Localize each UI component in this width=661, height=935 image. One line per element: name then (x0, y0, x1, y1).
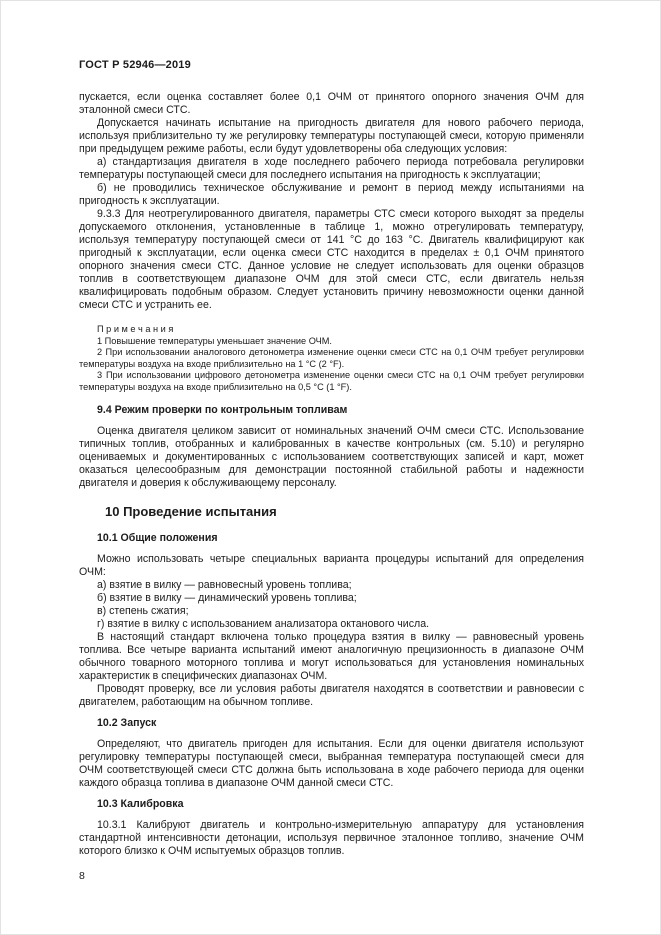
paragraph-allowed-start: Допускается начинать испытание на пригодность двигателя для нового рабочего периода, используя приблизительно ту же регулировку температуры поступающей смеси, которую применяли при предыдущем режиме работы, если будут удовлетворены оба следующих условия: (79, 117, 584, 155)
note-item-3: 3 При использовании цифрового детонометра изменение оценки смеси СТС на 0,1 ОЧМ требует регулировки температуры воздуха на входе приблизительно на 0,5 °С (1 °F). (79, 370, 584, 392)
variant-item-g: г) взятие в вилку с использованием анализатора октанового числа. (97, 617, 430, 630)
paragraph-10-2: Определяют, что двигатель пригоден для испытания. Если для оценки двигателя используют регулировку температуры поступающей смеси, выбранная температура поступающей смеси для ОЧМ соответствующей смеси СТС должна быть использована в ходе рабочего периода для оценки каждого образца топлива в диапазоне ОЧМ данной смеси СТС. (79, 737, 584, 789)
variant-item-a: а) взятие в вилку — равновесный уровень топлива; (97, 578, 352, 591)
chapter-heading-10: 10 Проведение испытания (105, 503, 277, 519)
page-content (79, 91, 584, 858)
paragraph-10-3-1: 10.3.1 Калибруют двигатель и контрольно-измерительную аппаратуру для установления стандартной интенсивности детонации, используя первичное эталонное топливо, значение ОЧМ которого близко к ОЧМ испытуемых образцов топлив. (79, 818, 584, 857)
list-item-b: б) не проводились техническое обслуживание и ремонт в период между испытаниями на пригодность к эксплуатации. (79, 182, 584, 207)
notes-block (79, 324, 584, 394)
paragraph-10-1-intro: Можно использовать четыре специальных варианта процедуры испытаний для определения ОЧМ: (79, 552, 584, 578)
note-item-1: 1 Повышение температуры уменьшает значение ОЧМ. (97, 335, 332, 346)
section-heading-10-3: 10.3 Калибровка (97, 797, 184, 810)
variant-item-v: в) степень сжатия; (97, 604, 189, 617)
paragraph-standard-scope: В настоящий стандарт включена только процедура взятия в вилку — равновесный уровень топлива. Все четыре варианта испытаний имеют аналогичную прецизионность в диапазоне ОЧМ обычного товарного моторного топлива и могут использоваться для установления номинальных характеристик в специфических диапазонах ОЧМ. (79, 630, 584, 682)
variant-item-b: б) взятие в вилку — динамический уровень топлива; (97, 591, 357, 604)
paragraph-continuation: пускается, если оценка составляет более 0,1 ОЧМ от принятого опорного значения ОЧМ для эталонной смеси СТС. (79, 91, 584, 116)
doc-number: ГОСТ Р 52946—2019 (79, 59, 191, 71)
notes-title: П р и м е ч а н и я (97, 324, 174, 334)
section-heading-10-2: 10.2 Запуск (97, 716, 157, 729)
paragraph-check-conditions: Проводят проверку, все ли условия работы двигателя находятся в соответствии и равновесии с двигателем, работающим на обычном топливе. (79, 682, 584, 708)
note-item-2: 2 При использовании аналогового детонометра изменение оценки смеси СТС на 0,1 ОЧМ требует регулировки температуры воздуха на входе приблизительно на 1 °С (2 °F). (79, 347, 584, 369)
section-heading-9-4: 9.4 Режим проверки по контрольным топливам (97, 403, 348, 416)
section-heading-10-1: 10.1 Общие положения (97, 531, 218, 544)
paragraph-9-3-3: 9.3.3 Для неотрегулированного двигателя, параметры СТС смеси которого выходят за пределы допускаемого отклонения, установленные в таблице 1, можно отрегулировать температуру, используя температуру поступающей смеси от 141 °С до 163 °С. Двигатель квалифицируют как пригодный к эксплуатации, если оценка смеси СТС находится в пределах ± 0,1 ОЧМ принятого опорного значения смеси СТС. Данное условие не следует использовать для оценки образцов топлив в соответствующем диапазоне ОЧМ для этой смеси СТС, если двигатель нельзя квалифицировать подобным образом. Следует установить причину невозможности оценки данной смеси СТС и устранить ее. (79, 208, 584, 311)
list-item-a: а) стандартизация двигателя в ходе последнего рабочего периода потребовала регулировки температуры поступающей смеси для последнего испытания на пригодность к эксплуатации; (79, 156, 584, 181)
paragraph-9-4: Оценка двигателя целиком зависит от номинальных значений ОЧМ смеси СТС. Использование типичных топлив, отобранных и калиброванных в качестве контрольных (см. 5.10) и регулярно оцениваемых и документированных с использованием соответствующих записей и карт, может оказаться целесообразным для демонстрации постоянной стабильной работы и надежности двигателя и доверия к обслуживающему персоналу. (79, 424, 584, 489)
page-number: 8 (79, 870, 85, 882)
